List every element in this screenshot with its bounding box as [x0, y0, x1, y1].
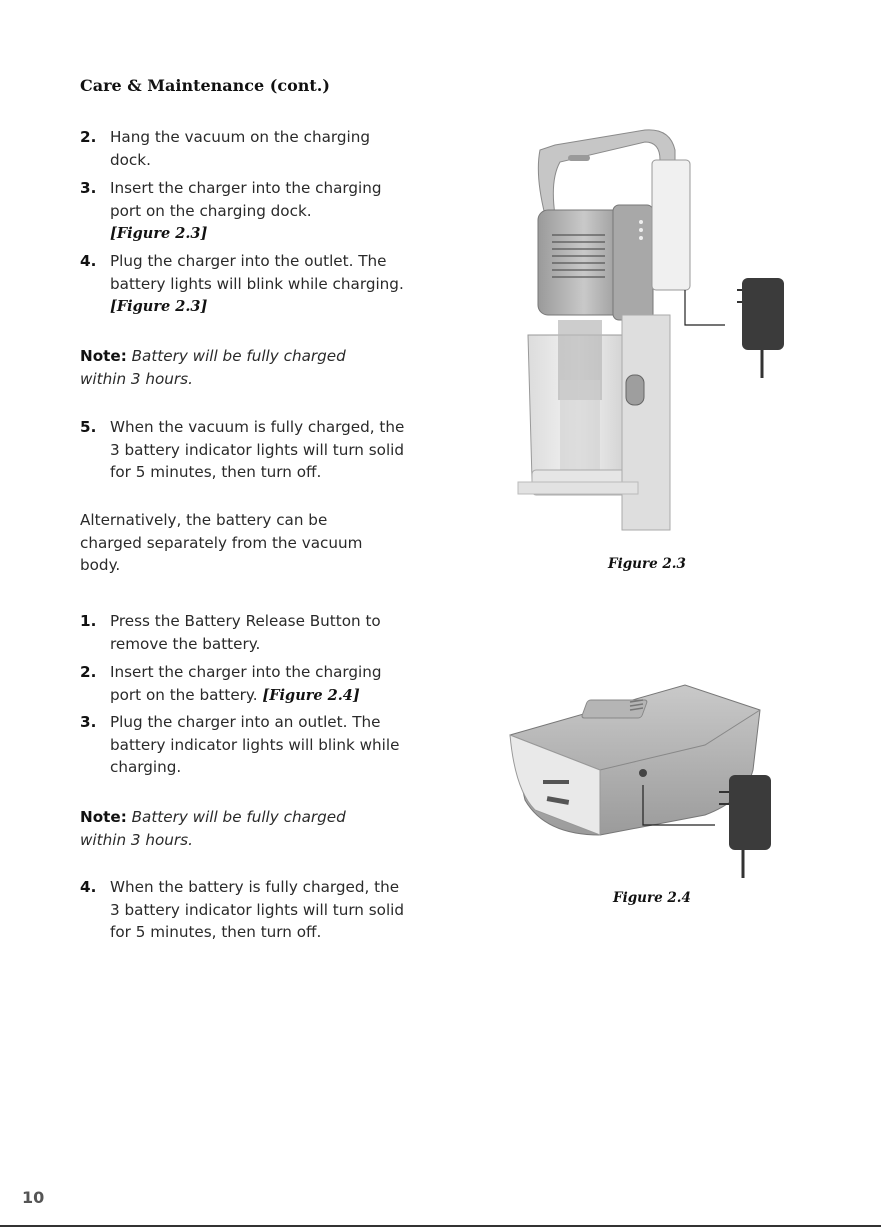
step-battery-fully-charged [80, 876, 410, 944]
alternative-paragraph: Alternatively, the battery can be charged separately from the vacuum body. [80, 511, 363, 574]
note-label: Note: [80, 347, 127, 365]
step-number: 4. [80, 878, 97, 896]
figure-caption-2-3: Figure 2.3 [608, 556, 686, 572]
step-number: 2. [80, 128, 97, 146]
step-number: 2. [80, 663, 97, 681]
figure-reference: [Figure 2.3] [110, 225, 208, 242]
step-body: Plug the charger into an outlet. The battery indicator lights will blink while charging. [110, 713, 400, 776]
step-insert-charger-dock [80, 177, 410, 246]
battery-charger-illustration [505, 680, 795, 885]
note-charge-time-battery [80, 806, 390, 851]
step-body: Hang the vacuum on the charging dock. [110, 128, 370, 169]
step-text [110, 250, 410, 319]
step-hang-vacuum [80, 126, 410, 171]
step-number: 4. [80, 252, 97, 270]
step-text: When the battery is fully charged, the 3 battery indicator lights will turn solid for 5 minutes, then turn off. [110, 878, 405, 941]
step-text [110, 610, 410, 655]
step-fully-charged [80, 416, 410, 484]
note-text: Battery will be fully charged within 3 hours. [80, 347, 346, 388]
section-heading: Care & Maintenance (cont.) [80, 76, 330, 95]
figure-reference: [Figure 2.3] [110, 298, 208, 315]
step-number: 1. [80, 612, 97, 630]
step-plug-outlet-battery [80, 711, 410, 779]
step-text [110, 126, 410, 171]
figure-caption-2-4: Figure 2.4 [613, 890, 691, 906]
step-body: Insert the charger into the charging port on the battery. [110, 663, 382, 704]
note-text: Battery will be fully charged within 3 hours. [80, 808, 346, 849]
step-plug-outlet [80, 250, 410, 319]
note-label: Note: [80, 808, 127, 826]
step-text [110, 177, 410, 246]
step-number: 3. [80, 713, 97, 731]
step-text [110, 711, 410, 779]
step-body: Plug the charger into the outlet. The battery lights will blink while charging. [110, 252, 404, 293]
step-number: 3. [80, 179, 97, 197]
step-number: 5. [80, 418, 97, 436]
step-insert-charger-battery [80, 661, 410, 707]
footer-rule [0, 1225, 881, 1227]
note-charge-time [80, 345, 390, 390]
page-number: 10 [22, 1188, 45, 1207]
step-text [110, 661, 410, 707]
figure-reference: [Figure 2.4] [262, 686, 360, 704]
step-body: Insert the charger into the charging port on the charging dock. [110, 179, 382, 220]
vacuum-dock-illustration [510, 120, 810, 535]
step-body: Press the Battery Release Button to remove the battery. [110, 612, 381, 653]
step-text: When the vacuum is fully charged, the 3 battery indicator lights will turn solid for 5 minutes, then turn off. [110, 418, 405, 481]
step-press-release [80, 610, 410, 655]
